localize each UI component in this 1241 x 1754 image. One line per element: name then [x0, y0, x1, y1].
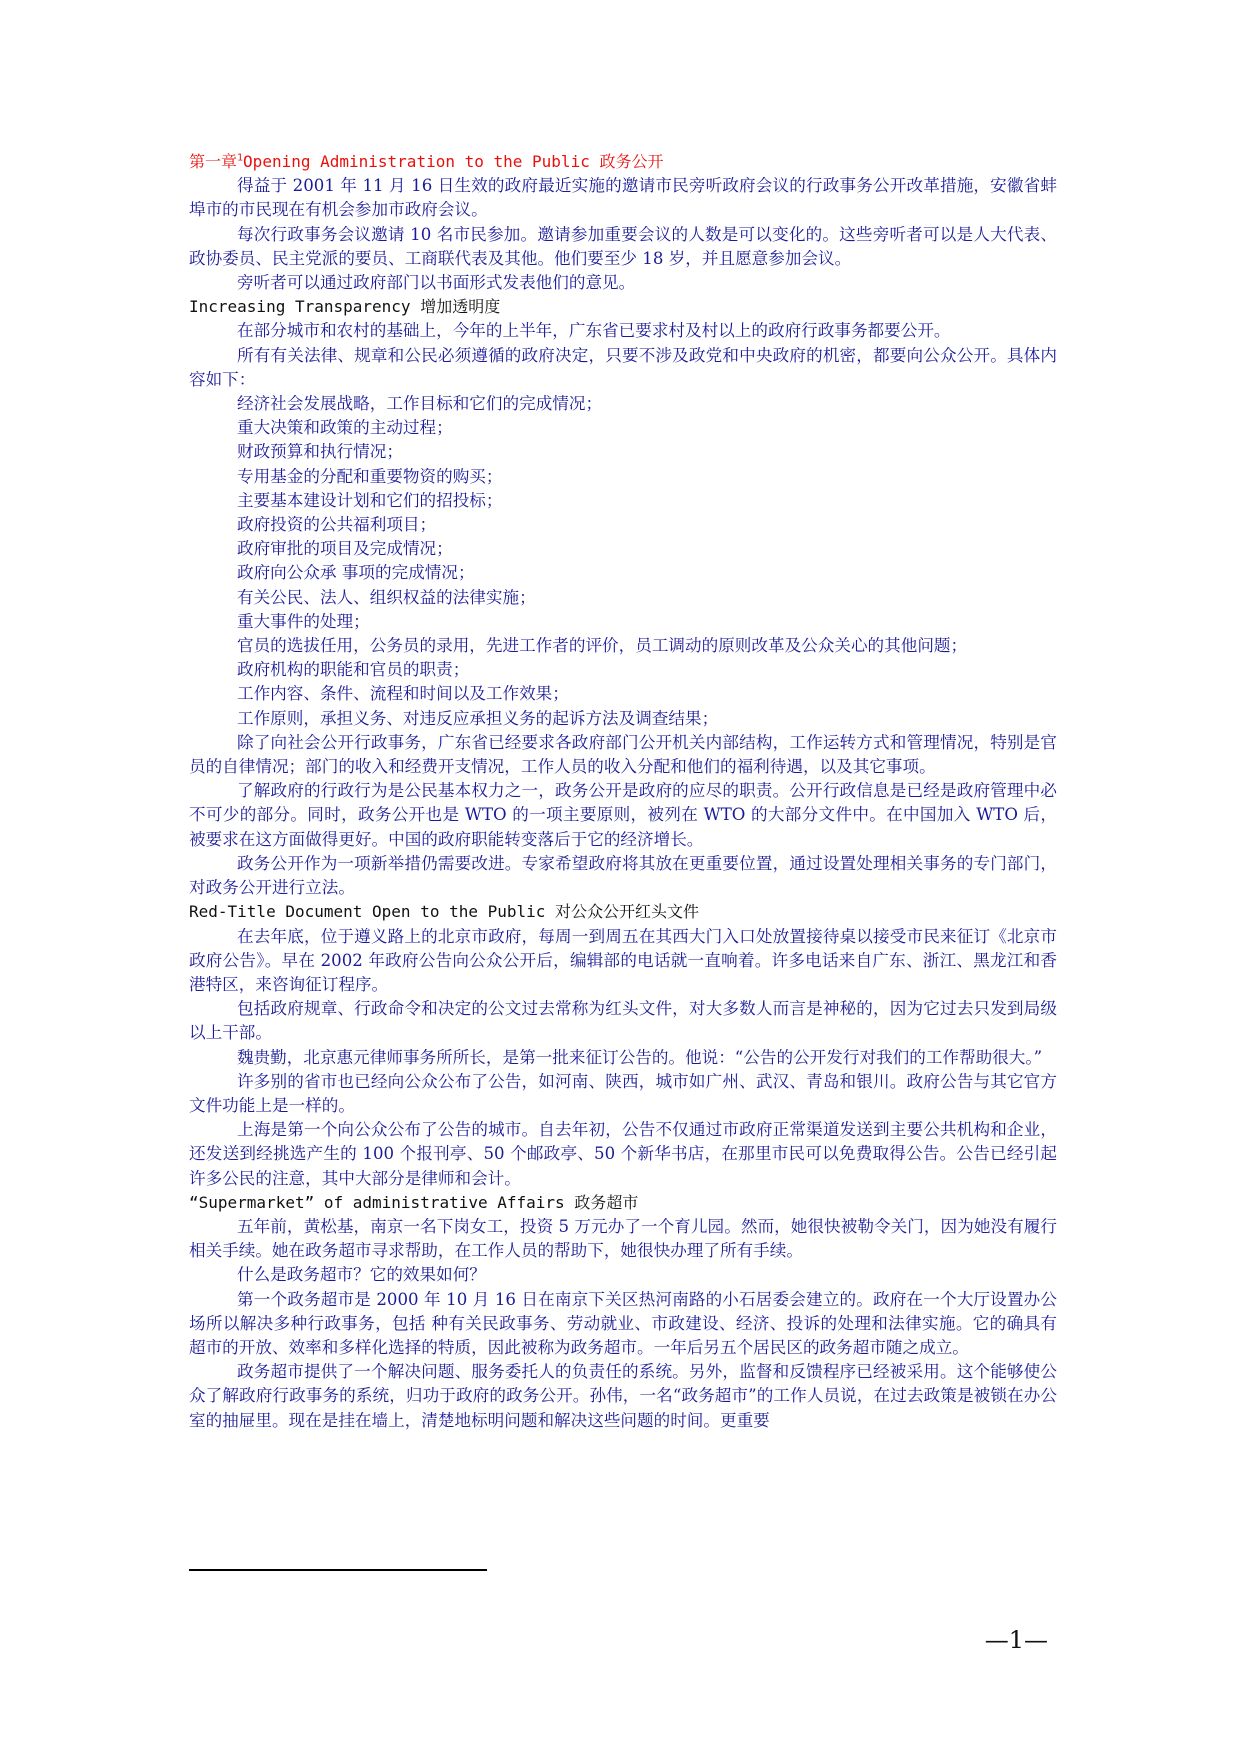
intro-paragraph: 每次行政事务会议邀请 10 名市民参加。邀请参加重要会议的人数是可以变化的。这些旁听者可以是人大代表、政协委员、民主党派的要员、工商联代表及其他。他们要至少 18 岁，并且愿意参加会议。 [189, 224, 1057, 268]
intro-paragraph: 旁听者可以通过政府部门以书面形式发表他们的意见。 [237, 273, 636, 293]
disclosure-list-item: 专用基金的分配和重要物资的购买； [237, 466, 503, 486]
section-heading-supermarket: “Supermarket” of administrative Affairs 政务超市 [189, 1192, 639, 1212]
disclosure-list-item: 重大事件的处理； [237, 611, 370, 631]
body-paragraph: 第一个政务超市是 2000 年 10 月 16 日在南京下关区热河南路的小石居委会建立的。政府在一个大厅设置办公场所以解决多种行政事务，包括 种有关民政事务、劳动就业、市政建设、经济、投诉的处理和法律实施。它的确具有超市的开放、效率和多样化选择的特质，因此被称为政务超市。一年后另五个居民区的政务超市随之成立。 [189, 1289, 1057, 1357]
body-paragraph: 上海是第一个向公众公布了公告的城市。自去年初，公告不仅通过市政府正常渠道发送到主要公共机构和企业，还发送到经挑选产生的 100 个报刊亭、50 个邮政亭、50 个新华书店，在那里市民可以免费取得公告。公告已经引起许多公民的注意，其中大部分是律师和会计。 [189, 1120, 1057, 1188]
disclosure-list-item: 重大决策和政策的主动过程； [237, 418, 453, 438]
body-paragraph: 政务超市提供了一个解决问题、服务委托人的负责任的系统。另外，监督和反馈程序已经被采用。这个能够使公众了解政府行政事务的系统，归功于政府的政务公开。孙伟，一名“政务超市”的工作人员说，在过去政策是被锁在办公室的抽屉里。现在是挂在墙上，清楚地标明问题和解决这些问题的时间。更重要 [189, 1362, 1057, 1430]
disclosure-list-item: 政府审批的项目及完成情况； [237, 539, 453, 559]
chapter-prefix: 第一章 [189, 152, 238, 171]
body-paragraph: 政务公开作为一项新举措仍需要改进。专家希望政府将其放在更重要位置，通过设置处理相关事务的专门部门，对政务公开进行立法。 [189, 853, 1057, 898]
document-body [189, 150, 1057, 1433]
chapter-title [189, 150, 1057, 174]
disclosure-list-item: 政府机构的职能和官员的职责； [237, 660, 470, 680]
body-paragraph: 许多别的省市也已经向公众公布了公告，如河南、陕西，城市如广州、武汉、青岛和银川。政府公告与其它官方文件功能上是一样的。 [189, 1071, 1057, 1115]
disclosure-list-item: 经济社会发展战略，工作目标和它们的完成情况； [237, 394, 603, 414]
section-heading-red-title: Red-Title Document Open to the Public 对公众公开红头文件 [189, 902, 700, 922]
footnote-mark: 1 [237, 152, 244, 164]
body-paragraph: 在部分城市和农村的基础上，今年的上半年，广东省已要求村及村以上的政府行政事务都要公开。 [237, 321, 951, 341]
page-number: —1— [984, 1626, 1048, 1654]
body-paragraph: 包括政府规章、行政命令和决定的公文过去常称为红头文件，对大多数人而言是神秘的，因为它过去只发到局级以上干部。 [189, 999, 1057, 1043]
body-paragraph: 所有有关法律、规章和公民必须遵循的政府决定，只要不涉及政党和中央政府的机密，都要向公众公开。具体内容如下： [189, 345, 1057, 389]
disclosure-list-item: 工作原则，承担义务、对违反应承担义务的起诉方法及调查结果； [237, 708, 719, 728]
body-paragraph: 了解政府的行政行为是公民基本权力之一，政务公开是政府的应尽的职责。公开行政信息是已经是政府管理中必不可少的部分。同时，政务公开也是 WTO 的一项主要原则，被列在 WTO 的大部分文件中。在中国加入 WTO 后，被要求在这方面做得更好。中国的政府职能转变落后于它的经济增长。 [189, 781, 1057, 849]
section-heading-transparency: Increasing Transparency 增加透明度 [189, 297, 501, 317]
disclosure-list-item: 官员的选拔任用，公务员的录用，先进工作者的评价，员工调动的原则改革及公众关心的其他问题； [237, 636, 968, 656]
disclosure-list-item: 财政预算和执行情况； [237, 442, 403, 462]
intro-paragraph: 得益于 2001 年 11 月 16 日生效的政府最近实施的邀请市民旁听政府会议的行政事务公开改革措施，安徽省蚌埠市的市民现在有机会参加市政府会议。 [189, 176, 1057, 220]
body-paragraph: 魏贵勤，北京惠元律师事务所所长，是第一批来征订公告的。他说：“公告的公开发行对我们的工作帮助很大。” [237, 1047, 1043, 1067]
chapter-title-text: Opening Administration to the Public 政务公开 [243, 152, 664, 171]
disclosure-list-item: 工作内容、条件、流程和时间以及工作效果； [237, 684, 569, 704]
disclosure-list-item: 政府投资的公共福利项目； [237, 515, 437, 535]
body-paragraph: 什么是政务超市？它的效果如何？ [237, 1265, 486, 1285]
body-paragraph: 在去年底，位于遵义路上的北京市政府，每周一到周五在其西大门入口处放置接待桌以接受市民来征订《北京市政府公告》。早在 2002 年政府公告向公众公开后，编辑部的电话就一直响着。许多电话来自广东、浙江、黑龙江和香港特区，来咨询征订程序。 [189, 926, 1057, 994]
footnote-divider [189, 1569, 487, 1571]
body-paragraph: 五年前，黄松基，南京一名下岗女工，投资 5 万元办了一个育儿园。然而，她很快被勒令关门，因为她没有履行相关手续。她在政务超市寻求帮助，在工作人员的帮助下，她很快办理了所有手续。 [189, 1216, 1057, 1261]
disclosure-list-item: 有关公民、法人、组织权益的法律实施； [237, 587, 536, 607]
disclosure-list-item: 主要基本建设计划和它们的招投标； [237, 490, 503, 510]
body-paragraph: 除了向社会公开行政事务，广东省已经要求各政府部门公开机关内部结构，工作运转方式和管理情况，特别是官员的自律情况；部门的收入和经费开支情况，工作人员的收入分配和他们的福利待遇，以及其它事项。 [189, 732, 1057, 777]
disclosure-list-item: 政府向公众承 事项的完成情况； [237, 563, 475, 583]
